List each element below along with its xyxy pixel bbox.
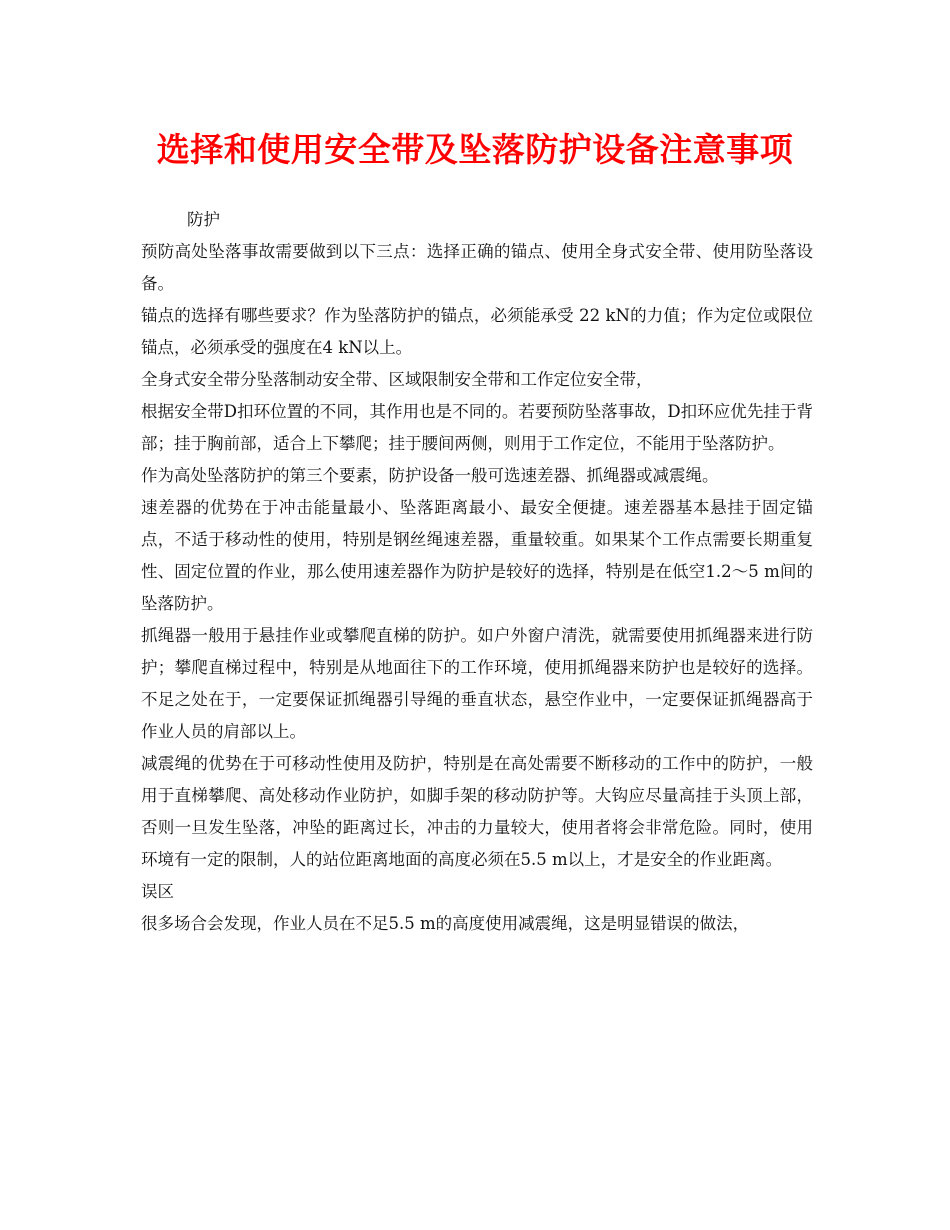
paragraph-shock-absorbing-lanyard: 减震绳的优势在于可移动性使用及防护，特别是在高处需要不断移动的工作中的防护，一般用于直梯攀爬、高处移动作业防护，如脚手架的移动防护等。大钩应尽量高挂于头顶上部，否则一旦发生坠落，冲坠的距离过长，冲击的力量较大，使用者将会非常危险。同时，使用环境有一定的限制，人的站位距离地面的高度必须在5.5 m以上，才是安全的作业距离。 <box>141 754 813 869</box>
paragraph-prevention-points: 预防高处坠落事故需要做到以下三点：选择正确的锚点、使用全身式安全带、使用防坠落设备。 <box>141 242 813 293</box>
paragraph-anchor-requirements: 锚点的选择有哪些要求？作为坠落防护的锚点，必须能承受 22 kN的力值；作为定位或限位锚点，必须承受的强度在4 kN以上。 <box>141 306 813 357</box>
paragraph-self-retracting-lifeline: 速差器的优势在于冲击能量最小、坠落距离最小、最安全便捷。速差器基本悬挂于固定锚点，不适于移动性的使用，特别是钢丝绳速差器，重量较重。如果某个工作点需要长期重复性、固定位置的作业，那么使用速差器作为防护是较好的选择，特别是在低空1.2～5 m间的坠落防护。 <box>141 498 813 613</box>
section-heading-protection: 防护 <box>187 210 220 229</box>
section-heading-misconceptions: 误区 <box>141 882 174 901</box>
paragraph-misconception-height: 很多场合会发现，作业人员在不足5.5 m的高度使用减震绳，这是明显错误的做法， <box>141 914 750 933</box>
paragraph-d-ring-position: 根据安全带D扣环位置的不同，其作用也是不同的。若要预防坠落事故，D扣环应优先挂于背部；挂于胸前部，适合上下攀爬；挂于腰间两侧，则用于工作定位，不能用于坠落防护。 <box>141 402 813 453</box>
document-body <box>141 204 813 940</box>
document-title: 选择和使用安全带及坠落防护设备注意事项 <box>156 130 794 169</box>
paragraph-protection-devices: 作为高处坠落防护的第三个要素，防护设备一般可选速差器、抓绳器或减震绳。 <box>141 466 719 485</box>
paragraph-harness-types: 全身式安全带分坠落制动安全带、区域限制安全带和工作定位安全带， <box>141 370 653 389</box>
paragraph-rope-grab: 抓绳器一般用于悬挂作业或攀爬直梯的防护。如户外窗户清洗，就需要使用抓绳器来进行防护；攀爬直梯过程中，特别是从地面往下的工作环境，使用抓绳器来防护也是较好的选择。不足之处在于，一定要保证抓绳器引导绳的垂直状态，悬空作业中，一定要保证抓绳器高于作业人员的肩部以上。 <box>141 626 813 741</box>
